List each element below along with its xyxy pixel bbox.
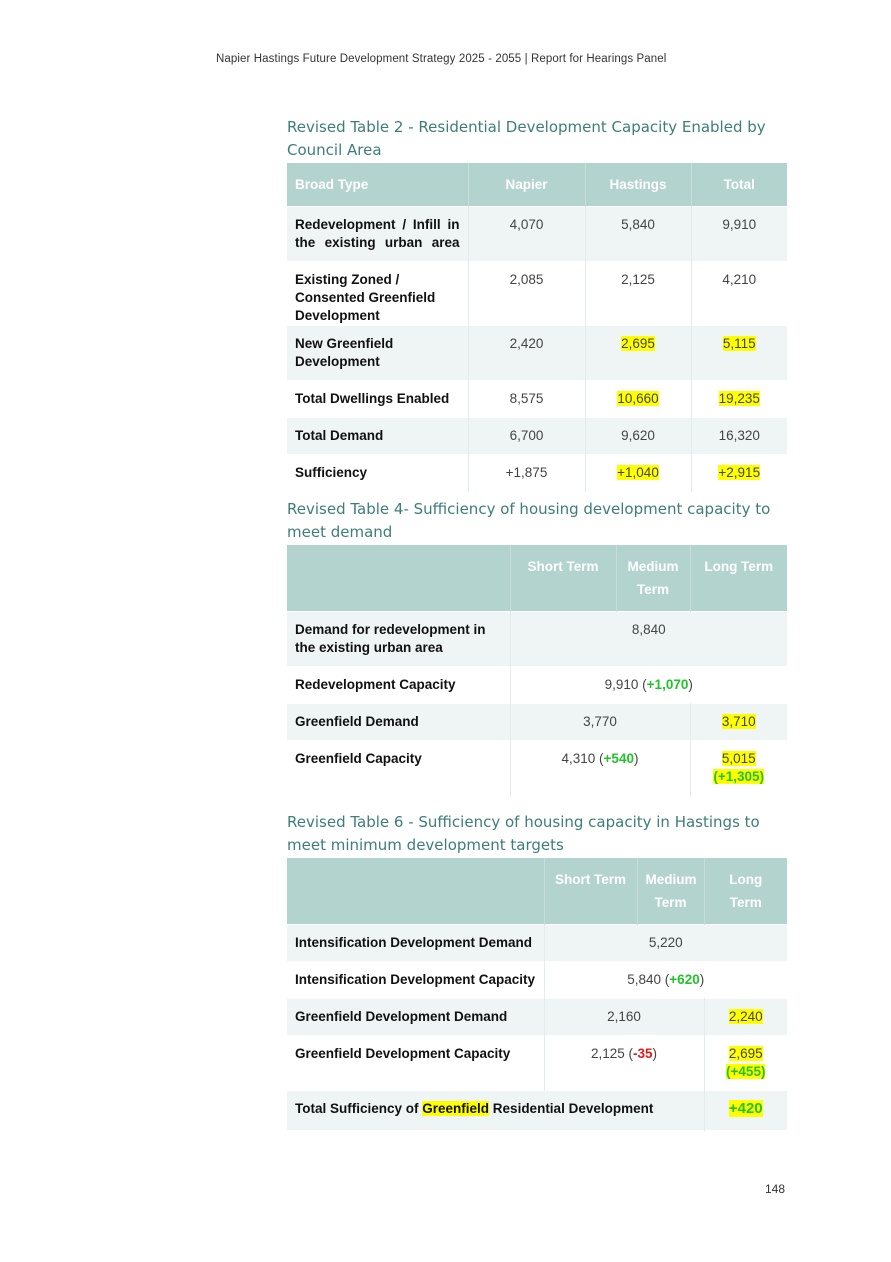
column-header: Hastings	[585, 163, 691, 206]
row-label: Redevelopment Capacity	[287, 666, 510, 703]
column-header: Short Term	[544, 858, 637, 924]
positive-delta: +620	[669, 971, 700, 987]
table6-title: Revised Table 6 - Sufficiency of housing capacity in Hastings to meet minimum development targets	[287, 813, 760, 854]
column-header	[287, 545, 510, 611]
highlighted-value: 2,695	[621, 335, 655, 351]
table-row	[287, 454, 787, 491]
row-label: Demand for redevelopment in the existing urban area	[287, 611, 510, 666]
table-row	[287, 703, 787, 740]
table-row	[287, 611, 787, 666]
cell-value: 3,770	[510, 703, 690, 740]
row-label: Intensification Development Capacity	[287, 961, 544, 998]
cell-value	[704, 1090, 787, 1130]
table-row	[287, 206, 787, 261]
cell-value	[691, 325, 787, 380]
table6	[287, 858, 787, 1131]
highlighted-value: 2,695	[728, 1045, 763, 1061]
column-header: Short Term	[510, 545, 616, 611]
row-label: Greenfield Capacity	[287, 740, 510, 796]
column-header: Napier	[468, 163, 585, 206]
cell-value: 9,910 (+1,070)	[510, 666, 787, 703]
table-row	[287, 1090, 787, 1130]
cell-value: 5,220	[544, 924, 787, 961]
row-label: New Greenfield Development	[287, 325, 468, 380]
cell-value: 2,420	[468, 325, 585, 380]
cell-value: 2,125	[585, 261, 691, 325]
table2-header-row	[287, 163, 787, 206]
cell-value	[585, 454, 691, 491]
cell-value	[704, 998, 787, 1035]
highlighted-value: 10,660	[617, 390, 659, 406]
cell-value	[691, 380, 787, 417]
table-row	[287, 740, 787, 796]
table-row	[287, 380, 787, 417]
row-label: Greenfield Development Capacity	[287, 1035, 544, 1090]
cell-value	[691, 454, 787, 491]
cell-value	[690, 740, 787, 796]
row-label: Sufficiency	[287, 454, 468, 491]
row-label: Intensification Development Demand	[287, 924, 544, 961]
cell-value	[585, 325, 691, 380]
cell-value: 5,840	[585, 206, 691, 261]
highlighted-delta: (+455)	[726, 1063, 766, 1079]
table2-title: Revised Table 2 - Residential Development Capacity Enabled by Council Area	[287, 118, 766, 159]
cell-value	[585, 380, 691, 417]
column-header: Medium Term	[616, 545, 690, 611]
cell-value: +1,875	[468, 454, 585, 491]
row-label: Total Sufficiency of Greenfield Residential Development	[287, 1090, 704, 1130]
column-header: Long Term	[690, 545, 787, 611]
column-header: Long Term	[704, 858, 787, 924]
cell-value	[690, 703, 787, 740]
row-label: Existing Zoned / Consented Greenfield Development	[287, 261, 468, 325]
positive-delta: +540	[603, 750, 634, 766]
row-label: Greenfield Development Demand	[287, 998, 544, 1035]
table6-header-row	[287, 858, 787, 924]
cell-value: 6,700	[468, 417, 585, 454]
column-header: Broad Type	[287, 163, 468, 206]
table-row	[287, 998, 787, 1035]
cell-value: 2,125 (-35)	[544, 1035, 704, 1090]
highlighted-total: +420	[728, 1099, 763, 1117]
cell-value: 9,620	[585, 417, 691, 454]
highlighted-delta: (+1,305)	[713, 768, 765, 784]
highlighted-word: Greenfield	[422, 1100, 490, 1116]
cell-value: 4,210	[691, 261, 787, 325]
cell-value: 8,575	[468, 380, 585, 417]
highlighted-value: 5,115	[722, 335, 756, 351]
cell-value: 2,160	[544, 998, 704, 1035]
table-row	[287, 666, 787, 703]
cell-value: 2,085	[468, 261, 585, 325]
page-number: 148	[765, 1182, 786, 1196]
table-row	[287, 924, 787, 961]
table-row	[287, 325, 787, 380]
table-row	[287, 417, 787, 454]
table4-title: Revised Table 4- Sufficiency of housing development capacity to meet demand	[287, 500, 771, 541]
page-header: Napier Hastings Future Development Strategy 2025 - 2055 | Report for Hearings Panel	[216, 53, 667, 65]
table4	[287, 545, 787, 797]
cell-value: 5,840 (+620)	[544, 961, 787, 998]
cell-value	[704, 1035, 787, 1090]
highlighted-value: 2,240	[728, 1008, 763, 1024]
cell-value: 4,070	[468, 206, 585, 261]
highlighted-value: +2,915	[718, 464, 761, 480]
row-label: Greenfield Demand	[287, 703, 510, 740]
negative-delta: -35	[633, 1045, 653, 1061]
column-header: Medium Term	[637, 858, 704, 924]
cell-value: 9,910	[691, 206, 787, 261]
table4-header-row	[287, 545, 787, 611]
column-header: Total	[691, 163, 787, 206]
highlighted-value: 19,235	[718, 390, 760, 406]
table-row	[287, 261, 787, 325]
highlighted-value: 3,710	[721, 713, 756, 729]
row-label: Redevelopment / Infill in the existing urban area	[287, 206, 468, 261]
table2	[287, 163, 787, 492]
positive-delta: +1,070	[646, 676, 689, 692]
cell-value: 16,320	[691, 417, 787, 454]
row-label: Total Demand	[287, 417, 468, 454]
highlighted-value: 5,015	[721, 750, 756, 766]
column-header	[287, 858, 544, 924]
table-row	[287, 1035, 787, 1090]
cell-value: 4,310 (+540)	[510, 740, 690, 796]
table-row	[287, 961, 787, 998]
highlighted-value: +1,040	[617, 464, 659, 480]
row-label: Total Dwellings Enabled	[287, 380, 468, 417]
cell-value: 8,840	[510, 611, 787, 666]
